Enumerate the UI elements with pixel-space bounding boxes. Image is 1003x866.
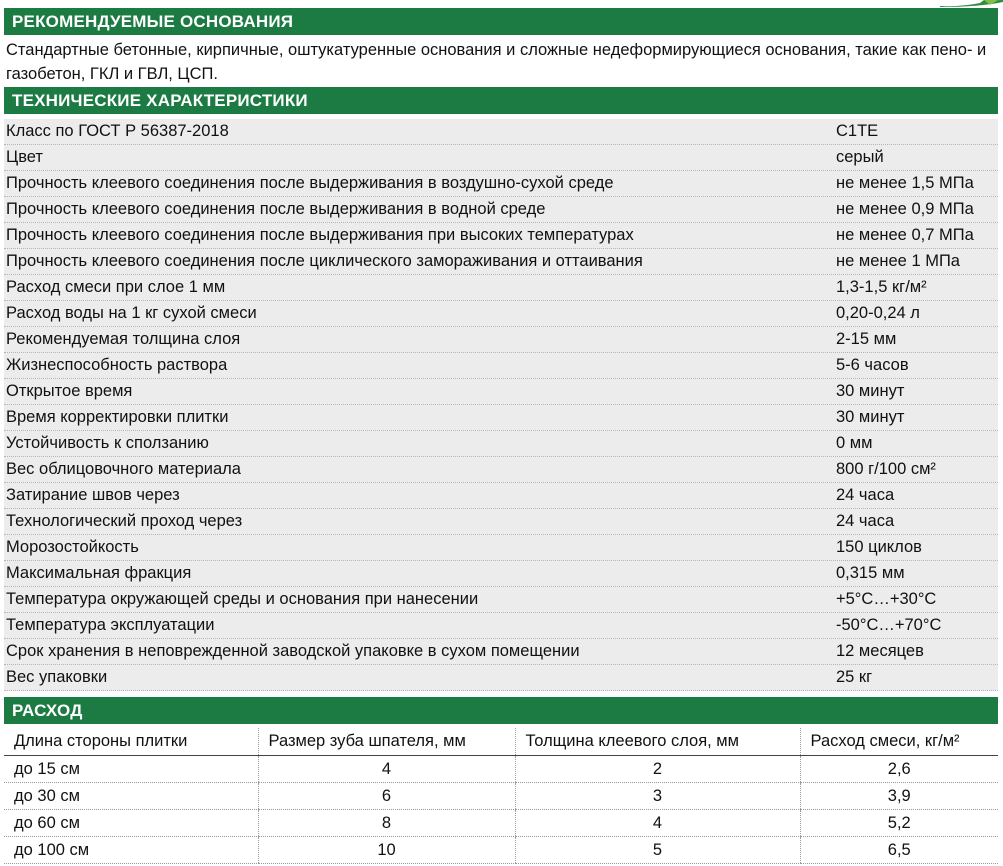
spec-value: C1TE bbox=[836, 122, 879, 140]
spec-value: 0 мм bbox=[836, 434, 873, 452]
spec-value: 800 г/100 см² bbox=[836, 460, 936, 478]
spec-row bbox=[4, 249, 998, 275]
spec-name: Жизнеспособность раствора bbox=[6, 356, 228, 374]
spec-row bbox=[4, 613, 998, 639]
spec-name: Расход воды на 1 кг сухой смеси bbox=[6, 304, 257, 322]
spec-name: Температура окружающей среды и основания при нанесении bbox=[6, 590, 479, 608]
spec-name: Прочность клеевого соединения после выдерживания в воздушно-сухой среде bbox=[6, 174, 614, 192]
table-cell: 4 bbox=[258, 756, 515, 783]
spec-row bbox=[4, 405, 998, 431]
spec-row bbox=[4, 509, 998, 535]
spec-value: не менее 1,5 МПа bbox=[836, 174, 974, 192]
spec-name: Прочность клеевого соединения после циклического замораживания и оттаивания bbox=[6, 252, 643, 270]
spec-row bbox=[4, 171, 998, 197]
spec-row bbox=[4, 353, 998, 379]
spec-row bbox=[4, 587, 998, 613]
spec-row bbox=[4, 275, 998, 301]
table-row bbox=[4, 783, 998, 810]
table-cell: 2 bbox=[515, 756, 800, 783]
consumption-table bbox=[4, 728, 998, 864]
spec-name: Срок хранения в неповрежденной заводской упаковке в сухом помещении bbox=[6, 642, 580, 660]
spec-value: 1,3-1,5 кг/м² bbox=[836, 278, 927, 296]
table-cell: 10 bbox=[258, 837, 515, 864]
spec-value: 2-15 мм bbox=[836, 330, 897, 348]
spec-name: Технологический проход через bbox=[6, 512, 243, 530]
spec-name: Время корректировки плитки bbox=[6, 408, 229, 426]
spec-row bbox=[4, 145, 998, 171]
spec-value: -50°C…+70°C bbox=[836, 616, 942, 634]
spec-value: 150 циклов bbox=[836, 538, 922, 556]
spec-value: 24 часа bbox=[836, 512, 895, 530]
spec-value: +5°C…+30°C bbox=[836, 590, 937, 608]
table-row bbox=[4, 810, 998, 837]
spec-row bbox=[4, 197, 998, 223]
spec-row bbox=[4, 535, 998, 561]
spec-row bbox=[4, 665, 998, 691]
spec-row bbox=[4, 119, 998, 145]
consumption-rows bbox=[4, 756, 998, 864]
spec-value: не менее 1 МПа bbox=[836, 252, 960, 270]
table-cell: 5,2 bbox=[800, 810, 998, 837]
table-row bbox=[4, 837, 998, 864]
spec-value: 12 месяцев bbox=[836, 642, 924, 660]
spec-name: Рекомендуемая толщина слоя bbox=[6, 330, 241, 348]
consumption-header-row bbox=[4, 728, 998, 756]
spec-row bbox=[4, 483, 998, 509]
table-cell: до 100 см bbox=[4, 837, 258, 864]
spec-name: Открытое время bbox=[6, 382, 133, 400]
spec-row bbox=[4, 639, 998, 665]
spec-name: Прочность клеевого соединения после выдерживания в водной среде bbox=[6, 200, 546, 218]
spec-name: Цвет bbox=[6, 148, 43, 166]
spec-name: Вес упаковки bbox=[6, 668, 108, 686]
spec-value: 25 кг bbox=[836, 668, 873, 686]
table-cell: 8 bbox=[258, 810, 515, 837]
spec-row bbox=[4, 561, 998, 587]
spec-row bbox=[4, 379, 998, 405]
column-header: Размер зуба шпателя, мм bbox=[258, 728, 515, 756]
bases-description: Стандартные бетонные, кирпичные, оштукатуренные основания и сложные недеформирующиеся основания, такие как пено- и газобетон, ГКЛ и ГВЛ, ЦСП. bbox=[6, 41, 987, 83]
table-cell: 2,6 bbox=[800, 756, 998, 783]
spec-name: Температура эксплуатации bbox=[6, 616, 215, 634]
spec-row bbox=[4, 457, 998, 483]
column-header: Расход смеси, кг/м² bbox=[800, 728, 998, 756]
spec-row bbox=[4, 431, 998, 457]
section-header-consumption: РАСХОД bbox=[4, 697, 998, 724]
spec-value: 0,20-0,24 л bbox=[836, 304, 920, 322]
table-cell: до 60 см bbox=[4, 810, 258, 837]
spec-name: Устойчивость к сползанию bbox=[6, 434, 209, 452]
section-header-specs: ТЕХНИЧЕСКИЕ ХАРАКТЕРИСТИКИ bbox=[4, 87, 998, 114]
table-cell: 3 bbox=[515, 783, 800, 810]
table-cell: 6 bbox=[258, 783, 515, 810]
table-row bbox=[4, 756, 998, 783]
spec-value: 30 минут bbox=[836, 408, 905, 426]
table-cell: 4 bbox=[515, 810, 800, 837]
spec-value: 24 часа bbox=[836, 486, 895, 504]
table-cell: 5 bbox=[515, 837, 800, 864]
spec-value: не менее 0,9 МПа bbox=[836, 200, 974, 218]
spec-value: 30 минут bbox=[836, 382, 905, 400]
spec-name: Максимальная фракция bbox=[6, 564, 192, 582]
leaf-decoration-icon bbox=[940, 0, 1003, 7]
spec-name: Класс по ГОСТ Р 56387-2018 bbox=[6, 122, 229, 140]
column-header: Длина стороны плитки bbox=[4, 728, 258, 756]
spec-row bbox=[4, 327, 998, 353]
spec-row bbox=[4, 223, 998, 249]
spec-value: 5-6 часов bbox=[836, 356, 909, 374]
section-header-bases: РЕКОМЕНДУЕМЫЕ ОСНОВАНИЯ bbox=[4, 8, 998, 35]
spec-value: серый bbox=[836, 148, 884, 166]
table-cell: 3,9 bbox=[800, 783, 998, 810]
spec-name: Морозостойкость bbox=[6, 538, 139, 556]
column-header: Толщина клеевого слоя, мм bbox=[515, 728, 800, 756]
table-cell: 6,5 bbox=[800, 837, 998, 864]
spec-value: не менее 0,7 МПа bbox=[836, 226, 974, 244]
spec-name: Расход смеси при слое 1 мм bbox=[6, 278, 226, 296]
table-cell: до 30 см bbox=[4, 783, 258, 810]
spec-name: Вес облицовочного материала bbox=[6, 460, 241, 478]
spec-name: Прочность клеевого соединения после выдерживания при высоких температурах bbox=[6, 226, 634, 244]
spec-row bbox=[4, 301, 998, 327]
specs-table bbox=[4, 119, 998, 691]
spec-name: Затирание швов через bbox=[6, 486, 180, 504]
table-cell: до 15 см bbox=[4, 756, 258, 783]
spec-value: 0,315 мм bbox=[836, 564, 905, 582]
